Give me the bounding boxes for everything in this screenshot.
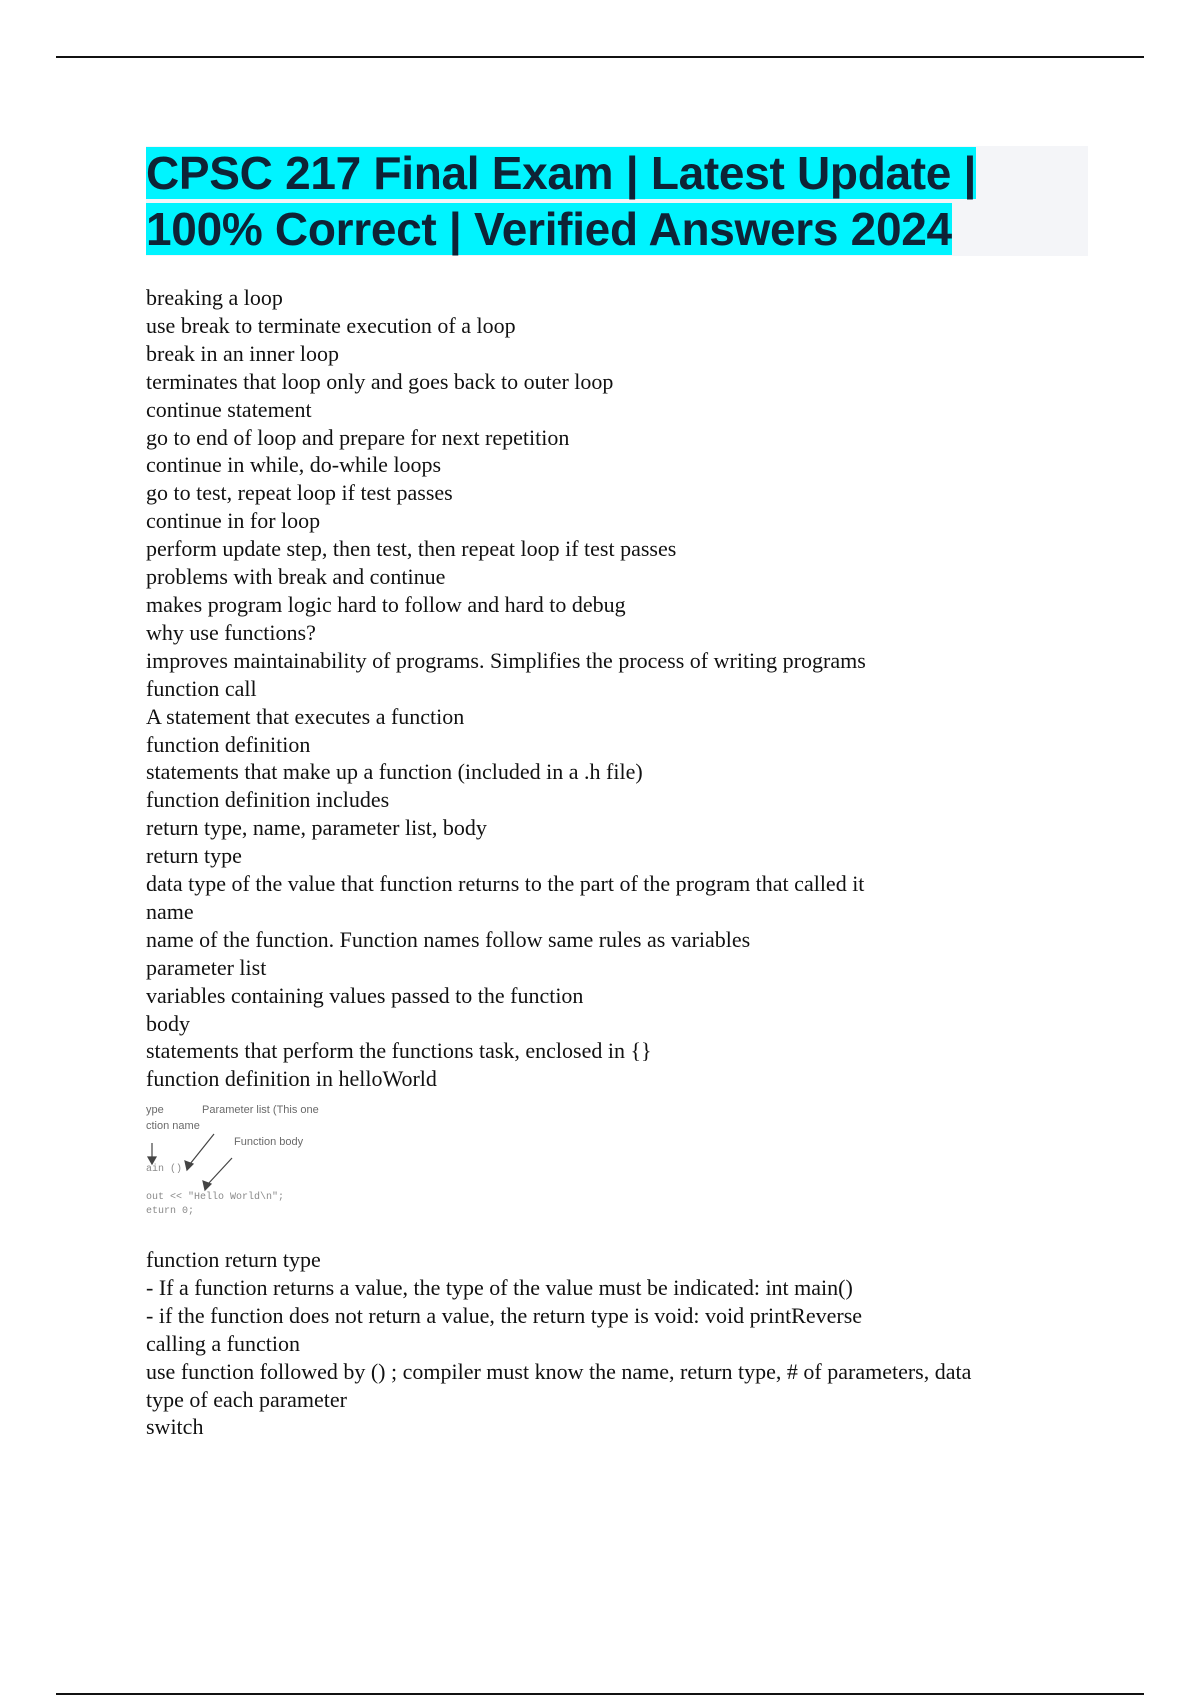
text-line: continue in while, do-while loops — [146, 452, 442, 478]
type-arrowhead — [148, 1157, 156, 1164]
text-line: return type — [146, 843, 242, 869]
text-line: return type, name, parameter list, body — [146, 815, 487, 841]
study-notes-body-continued — [146, 1246, 1086, 1441]
figure-code-return: eturn 0; — [146, 1206, 195, 1217]
header-rule — [56, 56, 1144, 58]
figure-label-function-body: Function body — [234, 1136, 304, 1148]
text-line: parameter list — [146, 954, 267, 980]
text-line: perform update step, then test, then repeat loop if test passes — [146, 536, 677, 562]
text-line: switch — [146, 1414, 204, 1440]
study-notes-body — [146, 284, 1086, 1093]
figure-code-signature: ain () — [146, 1164, 183, 1175]
text-line: variables containing values passed to the function — [146, 982, 584, 1008]
text-line: use function followed by () ; compiler must know the name, return type, # of parameters, data — [146, 1358, 972, 1384]
figure-label-function-name: ction name — [146, 1120, 200, 1132]
text-line: A statement that executes a function — [146, 703, 465, 729]
text-line: break in an inner loop — [146, 340, 340, 366]
text-line: continue statement — [146, 396, 312, 422]
text-line: makes program logic hard to follow and hard to debug — [146, 591, 626, 617]
text-line: breaking a loop — [146, 285, 283, 310]
text-line: statements that make up a function (included in a .h file) — [146, 759, 643, 785]
body-arrow — [208, 1158, 232, 1184]
text-line: function definition includes — [146, 787, 390, 813]
text-line: go to test, repeat loop if test passes — [146, 480, 453, 506]
text-line: function definition in helloWorld — [146, 1066, 437, 1092]
text-line: continue in for loop — [146, 508, 321, 534]
function-anatomy-figure — [146, 1106, 346, 1220]
figure-label-parameter-list: Parameter list (This one — [202, 1104, 319, 1116]
text-line: terminates that loop only and goes back to outer loop — [146, 368, 614, 394]
text-line: calling a function — [146, 1330, 300, 1356]
text-line: function call — [146, 675, 257, 701]
text-line: data type of the value that function returns to the part of the program that called it — [146, 871, 865, 897]
document-title-line-1: CPSC 217 Final Exam | Latest Update | — [146, 147, 977, 199]
name-arrow — [190, 1134, 214, 1164]
figure-label-type: ype — [146, 1104, 164, 1116]
document-title-line-2: 100% Correct | Verified Answers 2024 — [146, 203, 952, 255]
text-line: body — [146, 1010, 190, 1036]
text-line: type of each parameter — [146, 1386, 347, 1412]
text-line: statements that perform the functions task, enclosed in {} — [146, 1038, 652, 1064]
text-line: improves maintainability of programs. Simplifies the process of writing programs — [146, 647, 866, 673]
text-line: why use functions? — [146, 619, 316, 645]
footer-rule — [56, 1693, 1144, 1695]
text-line: use break to terminate execution of a loop — [146, 312, 516, 338]
text-line: name of the function. Function names follow same rules as variables — [146, 926, 751, 952]
text-line: - if the function does not return a value, the return type is void: void printReverse — [146, 1302, 863, 1328]
text-line: function definition — [146, 731, 311, 757]
text-line: go to end of loop and prepare for next repetition — [146, 424, 570, 450]
figure-code-output: out << "Hello World\n"; — [146, 1192, 285, 1203]
text-line: name — [146, 898, 194, 924]
text-line: function return type — [146, 1247, 321, 1272]
text-line: - If a function returns a value, the type of the value must be indicated: int main() — [146, 1274, 853, 1300]
text-line: problems with break and continue — [146, 564, 446, 590]
